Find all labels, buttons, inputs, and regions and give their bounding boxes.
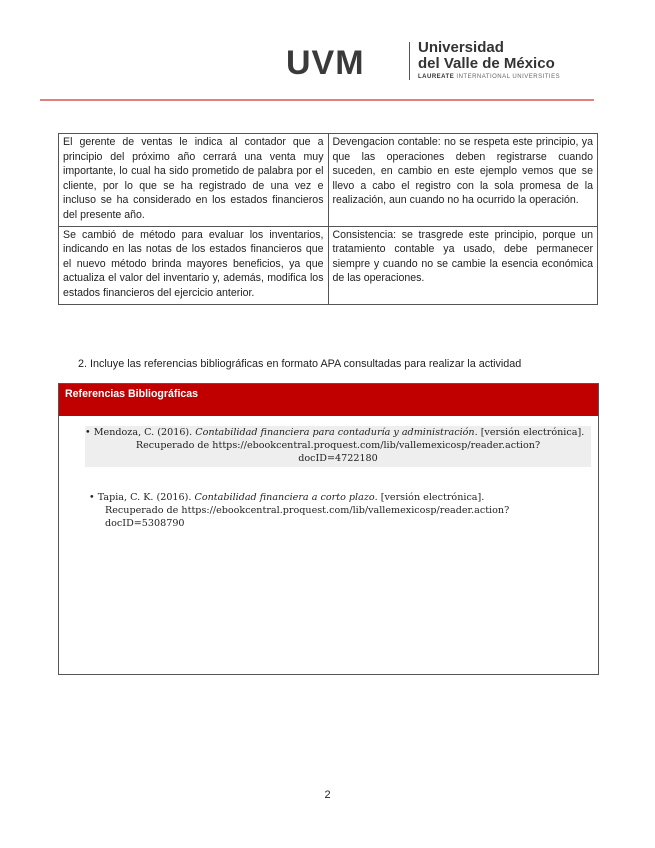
ref-title: Contabilidad financiera a corto plazo (194, 492, 375, 503)
principles-table (58, 133, 598, 305)
table-row (59, 134, 598, 227)
logo-line-2: del Valle de México (418, 55, 555, 72)
ref-url: Recuperado de https://ebookcentral.proquest.com/lib/vallemexicosp/reader.action? (105, 505, 510, 516)
ref-author: • Mendoza, C. (2016). (85, 427, 196, 438)
ref-author: • Tapia, C. K. (2016). (89, 492, 195, 503)
table-cell-principle: Consistencia: se trasgrede este principio, porque un tratamiento contable ya usado, debe permanecer siempre y cuando no se cambie la esencia económica de las operaciones. (328, 226, 598, 304)
logo-subtitle (418, 74, 560, 80)
logo-sub-text: INTERNATIONAL UNIVERSITIES (454, 74, 561, 80)
table-cell-case: El gerente de ventas le indica al contador que a principio del próximo año cerrará una venta muy importante, lo cual ha sido prometido de palabra por el cliente, por lo que se ha registrado de una vez e incluso se ha considerado en los estados financieros del presente año. (59, 134, 329, 227)
ref-rest: . [versión electrónica]. (374, 492, 485, 503)
logo-divider (409, 42, 410, 80)
ref-docid: docID=4722180 (298, 453, 378, 464)
logo-sub-bold: LAUREATE (418, 74, 455, 80)
table-row (59, 226, 598, 304)
references-heading: Referencias Bibliográficas (59, 384, 598, 416)
logo-line-1: Universidad (418, 39, 504, 56)
table-cell-principle: Devengacion contable: no se respeta este principio, ya que las operaciones deben registrarse cuando suceden, en cambio en este ejemplo vemos que se llevo a cabo el registro con la sola promesa de la realización, aun cuando no ha ocurrido la operación. (328, 134, 598, 227)
reference-item (89, 491, 569, 530)
logo-mark: UVM (286, 44, 365, 82)
question-2: 2. Incluye las referencias bibliográficas en formato APA consultadas para realizar la actividad (78, 358, 522, 370)
ref-docid: docID=5308790 (105, 518, 185, 529)
page-number: 2 (324, 789, 331, 801)
header-rule (40, 99, 594, 101)
references-box (58, 383, 599, 675)
ref-url: Recuperado de https://ebookcentral.proquest.com/lib/vallemexicosp/reader.action? (135, 440, 541, 451)
logo-text (418, 40, 555, 72)
table-cell-case: Se cambió de método para evaluar los inventarios, indicando en las notas de los estados financieros que el nuevo método brinda mayores beneficios, ya que actualiza el valor del inventario y, además, modifica los estados financieros del ejercicio anterior. (59, 226, 329, 304)
ref-rest: . [versión electrónica]. (474, 427, 585, 438)
reference-item (85, 426, 591, 467)
ref-title: Contabilidad financiera para contaduría y administración (195, 427, 475, 438)
